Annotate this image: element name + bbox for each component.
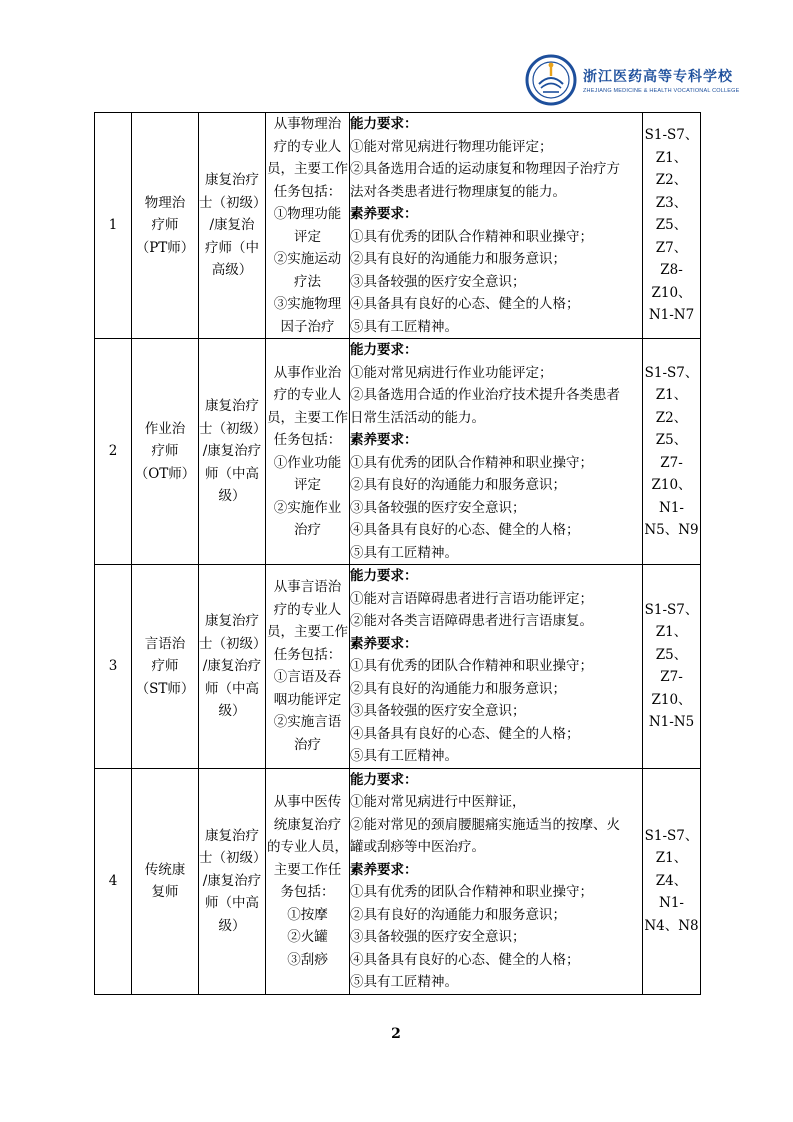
ability-requirements-heading: 能力要求： xyxy=(350,771,418,788)
quality-requirement-line: ⑤具有工匠精神。 xyxy=(350,974,458,990)
quality-requirement-line: ①具有优秀的团队合作精神和职业操守； xyxy=(350,884,593,900)
job-title-line: （PT师） xyxy=(135,239,195,256)
quality-requirement-line: ③具备较强的医疗安全意识； xyxy=(350,499,526,516)
work-task-line: ②实施言语 xyxy=(273,714,342,731)
school-name-cn: 浙江医药高等专科学校 xyxy=(583,69,733,85)
quality-requirements-heading: 素养要求： xyxy=(350,635,418,652)
ability-requirement-line: ①能对言语障碍患者进行言语功能评定； xyxy=(350,590,593,607)
standard-code-line: S1-S7、 xyxy=(644,601,699,618)
work-task-line: 任务包括： xyxy=(273,646,342,663)
work-task-line: 从事作业治 xyxy=(273,364,342,381)
work-task-cell xyxy=(266,339,350,565)
row-number: 3 xyxy=(95,565,132,769)
job-title-cell xyxy=(132,565,199,769)
work-task-line: 咽功能评定 xyxy=(273,691,342,708)
work-task-line: 统康复治疗 xyxy=(273,816,342,833)
row-number: 4 xyxy=(95,768,132,994)
ability-requirement-line: ①能对常见病进行作业功能评定； xyxy=(350,364,553,381)
job-title-line: 疗师 xyxy=(151,217,179,234)
table-row xyxy=(95,768,701,994)
work-task-line: ②实施作业 xyxy=(273,499,342,516)
standard-code-line: Z1、Z5、 xyxy=(655,624,688,663)
certificate-line: 康复治疗 xyxy=(205,827,259,844)
quality-requirement-line: ①具有优秀的团队合作精神和职业操守； xyxy=(350,228,593,245)
ability-requirement-line: ①能对常见病进行物理功能评定； xyxy=(350,138,553,155)
certificate-line: 师（中高 xyxy=(205,680,259,697)
quality-requirement-line: ④具备具有良好的心态、健全的人格； xyxy=(350,296,580,312)
standards-cell xyxy=(643,339,701,565)
certificate-line: 士（初级） xyxy=(199,194,267,211)
work-task-line: ③刮痧 xyxy=(287,951,328,968)
certificate-line: 士（初级） xyxy=(199,850,267,867)
occupation-table xyxy=(94,112,701,995)
certificate-line: 康复治疗 xyxy=(205,172,259,189)
work-task-line: 从事物理治 xyxy=(273,116,342,132)
certificate-cell xyxy=(199,768,266,994)
quality-requirement-line: ①具有优秀的团队合作精神和职业操守； xyxy=(350,658,593,674)
table-row xyxy=(95,565,701,769)
quality-requirement-line: ②具有良好的沟通能力和服务意识； xyxy=(350,906,566,923)
certificate-line: 师（中高 xyxy=(205,895,259,912)
standard-code-line: S1-S7、 xyxy=(644,827,699,844)
standard-code-line: Z3、Z5、 xyxy=(655,194,688,234)
ability-requirements-heading: 能力要求： xyxy=(350,116,418,132)
standard-code-line: Z1、Z4、 xyxy=(655,850,688,889)
job-title-line: 疗师 xyxy=(151,658,179,674)
work-task-line: ②实施运动 xyxy=(273,251,342,267)
quality-requirement-line: ②具有良好的沟通能力和服务意识； xyxy=(350,477,566,493)
work-task-line: 疗的专业人 xyxy=(273,387,342,403)
standards-cell xyxy=(643,768,701,994)
work-task-line: 员，主要工作 xyxy=(267,161,348,177)
certificate-line: 士（初级） xyxy=(199,420,267,437)
quality-requirement-line: ③具备较强的医疗安全意识； xyxy=(350,273,526,290)
quality-requirement-line: ③具备较强的医疗安全意识； xyxy=(350,929,526,945)
requirements-cell xyxy=(350,113,643,339)
job-title-cell xyxy=(132,113,199,339)
quality-requirement-line: ④具备具有良好的心态、健全的人格； xyxy=(350,951,580,968)
work-task-line: 疗的专业人 xyxy=(273,138,342,155)
job-title-line: （ST师） xyxy=(135,680,195,697)
quality-requirement-line: ⑤具有工匠精神。 xyxy=(350,748,458,764)
quality-requirements-heading: 素养要求： xyxy=(350,206,418,222)
standard-code-line: N1-N5、N9 xyxy=(644,499,699,538)
quality-requirement-line: ②具有良好的沟通能力和服务意识； xyxy=(350,680,566,697)
work-task-line: ①按摩 xyxy=(287,906,328,923)
page-number: 2 xyxy=(391,1026,401,1042)
standard-code-line: Z7-Z10、 xyxy=(651,454,692,493)
work-task-line: 主要工作任 xyxy=(273,861,342,878)
requirements-cell xyxy=(350,565,643,769)
ability-requirements-heading: 能力要求： xyxy=(350,342,418,358)
work-task-line: ②火罐 xyxy=(287,929,328,945)
work-task-line: 治疗 xyxy=(294,736,321,753)
school-emblem-icon xyxy=(525,54,577,106)
work-task-line: 从事言语治 xyxy=(273,579,342,596)
work-task-line: 任务包括： xyxy=(273,183,342,200)
job-title-line: （OT师） xyxy=(134,465,196,482)
quality-requirements-heading: 素养要求： xyxy=(350,432,418,448)
work-task-cell xyxy=(266,768,350,994)
certificate-line: /康复治疗 xyxy=(202,658,262,674)
standard-code-line: Z5、 xyxy=(655,432,688,448)
table-row xyxy=(95,339,701,565)
standard-code-line: S1-S7、 xyxy=(644,127,699,144)
quality-requirements-heading: 素养要求： xyxy=(350,861,418,878)
school-name-en: ZHEJIANG MEDICINE & HEALTH VOCATIONAL COLLEGE xyxy=(583,88,740,94)
standards-cell xyxy=(643,565,701,769)
work-task-line: 评定 xyxy=(294,228,321,245)
quality-requirement-line: ⑤具有工匠精神。 xyxy=(350,318,458,335)
certificate-line: 康复治疗 xyxy=(205,613,259,629)
job-title-cell xyxy=(132,339,199,565)
quality-requirement-line: ④具备具有良好的心态、健全的人格； xyxy=(350,725,580,742)
standard-code-line: N1-N5 xyxy=(648,714,695,731)
job-title-line: 物理治 xyxy=(144,194,186,211)
job-title-cell xyxy=(132,768,199,994)
standard-code-line: Z8-Z10、 xyxy=(651,262,692,301)
certificate-line: /康复治 xyxy=(209,217,255,234)
job-title-line: 疗师 xyxy=(151,443,179,460)
work-task-line: ①言语及吞 xyxy=(273,669,342,686)
quality-requirement-line: ①具有优秀的团队合作精神和职业操守； xyxy=(350,454,593,471)
work-task-cell xyxy=(266,113,350,339)
quality-requirement-line: ⑤具有工匠精神。 xyxy=(350,544,458,561)
certificate-line: /康复治疗 xyxy=(202,872,262,889)
ability-requirement-line: ②具备选用合适的作业治疗技术提升各类患者 xyxy=(350,387,620,403)
work-task-line: 疗的专业人 xyxy=(273,601,342,618)
school-logo xyxy=(525,50,740,110)
standard-code-line: N1-N7 xyxy=(648,307,695,324)
standard-code-line: Z7-Z10、 xyxy=(651,669,692,708)
work-task-line: 因子治疗 xyxy=(280,318,335,335)
requirements-cell xyxy=(350,339,643,565)
certificate-line: 级） xyxy=(218,917,246,934)
ability-requirement-line: 日常生活活动的能力。 xyxy=(350,409,485,426)
standards-cell xyxy=(643,113,701,339)
quality-requirement-line: ④具备具有良好的心态、健全的人格； xyxy=(350,522,580,538)
standard-code-line: Z1、Z2、 xyxy=(655,149,688,189)
job-title-line: 复师 xyxy=(151,884,179,900)
row-number: 1 xyxy=(95,113,132,339)
certificate-line: 级） xyxy=(218,488,246,505)
job-title-line: 传统康 xyxy=(144,861,186,878)
work-task-cell xyxy=(266,565,350,769)
row-number: 2 xyxy=(95,339,132,565)
standard-code-line: S1-S7、 xyxy=(644,364,699,381)
work-task-line: 员，主要工作 xyxy=(267,624,348,641)
work-task-line: 疗法 xyxy=(294,273,321,290)
quality-requirement-line: ③具备较强的医疗安全意识； xyxy=(350,703,526,719)
requirements-cell xyxy=(350,768,643,994)
certificate-cell xyxy=(199,339,266,565)
work-task-line: 治疗 xyxy=(294,522,321,538)
certificate-line: 师（中高 xyxy=(205,465,259,482)
table-row xyxy=(95,113,701,339)
standard-code-line: Z7、 xyxy=(655,239,688,256)
work-task-line: 从事中医传 xyxy=(273,794,342,810)
work-task-line: 评定 xyxy=(294,477,321,493)
work-task-line: 的专业人员， xyxy=(267,839,348,855)
quality-requirement-line: ②具有良好的沟通能力和服务意识； xyxy=(350,251,566,267)
certificate-cell xyxy=(199,113,266,339)
ability-requirements-heading: 能力要求： xyxy=(350,568,418,584)
certificate-line: 级） xyxy=(218,703,246,719)
certificate-line: 士（初级） xyxy=(199,635,267,652)
work-task-line: ①作业功能 xyxy=(273,454,342,471)
job-title-line: 作业治 xyxy=(144,420,186,437)
job-title-line: 言语治 xyxy=(144,635,186,652)
work-task-line: 务包括： xyxy=(280,884,335,900)
work-task-line: ①物理功能 xyxy=(273,206,342,222)
ability-requirement-line: 法对各类患者进行物理康复的能力。 xyxy=(350,183,566,200)
ability-requirement-line: ②能对各类言语障碍患者进行言语康复。 xyxy=(350,613,593,629)
certificate-line: /康复治疗 xyxy=(202,443,262,460)
standard-code-line: N1-N4、N8 xyxy=(644,895,699,934)
ability-requirement-line: ②具备选用合适的运动康复和物理因子治疗方 xyxy=(350,161,620,177)
ability-requirement-line: ①能对常见病进行中医辩证， xyxy=(350,794,526,810)
certificate-line: 疗师（中 xyxy=(205,239,259,256)
standard-code-line: Z1、Z2、 xyxy=(655,387,688,426)
ability-requirement-line: 罐或刮痧等中医治疗。 xyxy=(350,839,485,855)
certificate-cell xyxy=(199,565,266,769)
ability-requirement-line: ②能对常见的颈肩腰腿痛实施适当的按摩、火 xyxy=(350,816,620,833)
certificate-line: 康复治疗 xyxy=(205,398,259,415)
work-task-line: 任务包括： xyxy=(273,432,342,448)
certificate-line: 高级） xyxy=(211,262,253,279)
work-task-line: 员，主要工作 xyxy=(267,409,348,426)
work-task-line: ③实施物理 xyxy=(273,296,342,312)
